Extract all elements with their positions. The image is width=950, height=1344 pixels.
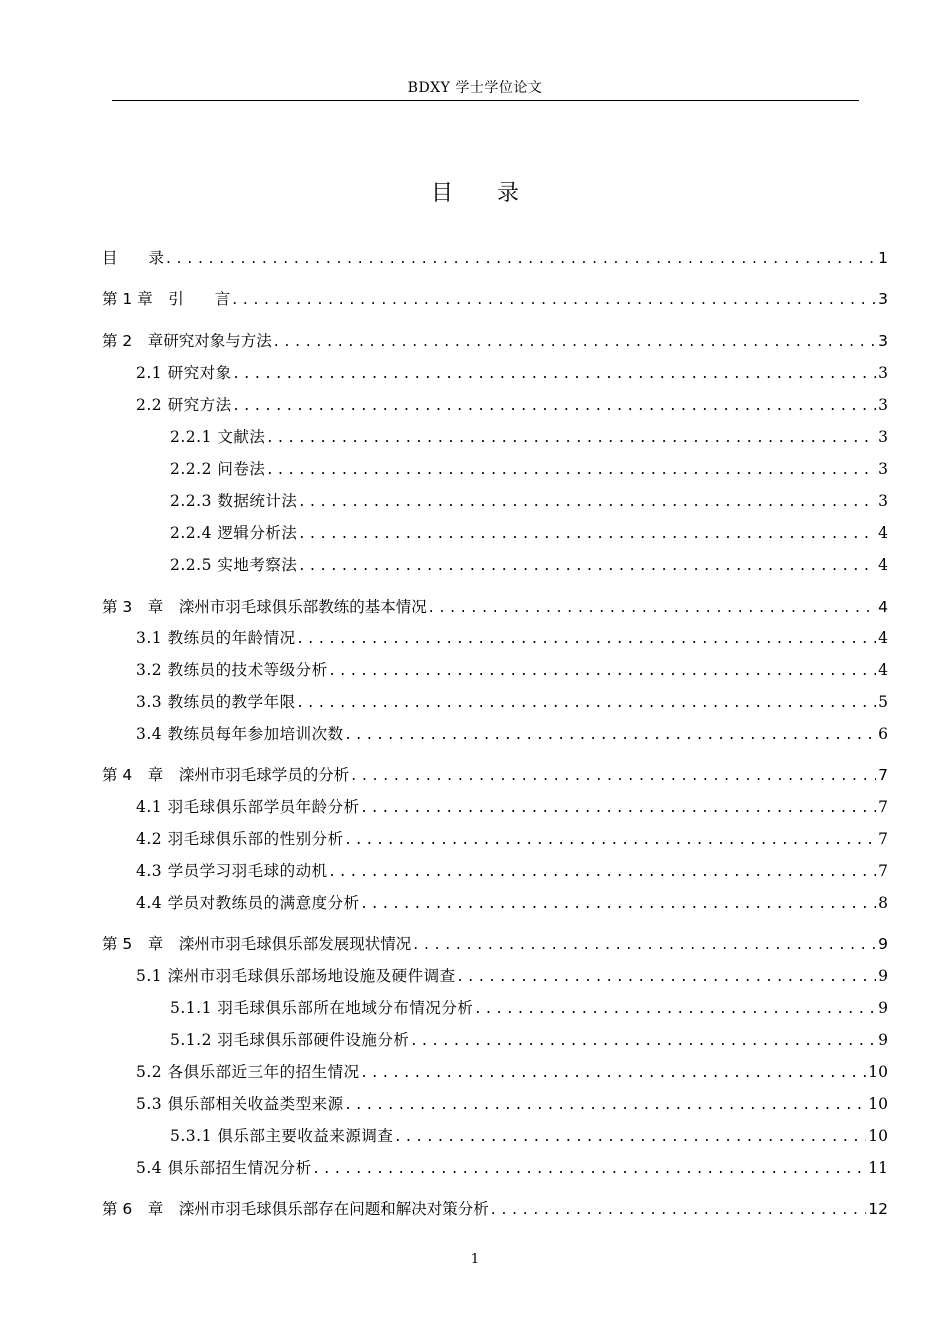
toc-entry-label: 目 录 [102,249,165,267]
toc-entry[interactable] [102,489,888,511]
leader-dots [299,556,876,574]
toc-entry-page: 3 [878,364,888,382]
toc-entry-page: 5 [878,693,888,711]
leader-dots [314,1159,867,1177]
toc-entry-label: 第 4 章 滦州市羽毛球学员的分析 [102,766,350,784]
leader-dots [299,524,876,542]
toc-entry-page: 3 [878,428,888,446]
toc-entry-page: 3 [878,396,888,414]
toc-entry[interactable] [102,287,888,309]
toc-entry-page: 4 [878,598,888,616]
toc-entry[interactable] [102,553,888,575]
toc-entry-page: 3 [878,332,888,350]
toc-entry-page: 7 [878,830,888,848]
toc-entry-page: 12 [868,1200,888,1218]
toc-entry[interactable] [102,1197,888,1219]
toc-title: 目录 [430,181,563,206]
toc-entry-label: 4.4 学员对教练员的满意度分析 [136,894,360,912]
leader-dots [362,1063,867,1081]
leader-dots [330,862,877,880]
toc-entry[interactable] [102,329,888,351]
toc-entry[interactable] [102,932,888,954]
toc-entry-page: 10 [868,1095,888,1113]
leader-dots [267,460,876,478]
toc-entry-label: 2.1 研究对象 [136,364,232,382]
toc-entry-page: 7 [878,798,888,816]
toc-entry-page: 9 [878,967,888,985]
toc-entry[interactable] [102,361,888,383]
toc-entry-page: 4 [878,524,888,542]
toc-entry-label: 5.3.1 俱乐部主要收益来源调查 [170,1127,394,1145]
leader-dots [458,967,877,985]
running-header: BDXY 学士学位论文 [407,80,543,96]
toc-entry-label: 3.1 教练员的年龄情况 [136,629,296,647]
toc-entry[interactable] [102,521,888,543]
leader-dots [298,693,877,711]
toc-entry-label: 4.3 学员学习羽毛球的动机 [136,862,328,880]
toc-entry-label: 3.3 教练员的教学年限 [136,693,296,711]
toc-entry-label: 5.3 俱乐部相关收益类型来源 [136,1095,344,1113]
leader-dots [234,364,877,382]
toc-entry-page: 7 [878,862,888,880]
toc-entry-page: 10 [868,1063,888,1081]
leader-dots [411,1031,876,1049]
toc-entry[interactable] [102,246,888,268]
toc-entry-page: 3 [878,492,888,510]
toc-entry-label: 2.2.3 数据统计法 [170,492,298,510]
toc-entry[interactable] [102,722,888,744]
toc-entry[interactable] [102,658,888,680]
toc-entry[interactable] [102,859,888,881]
leader-dots [166,249,876,267]
toc-entry[interactable] [102,457,888,479]
leader-dots [395,1127,866,1145]
page-number: 1 [470,1252,480,1267]
toc-entry-page: 4 [878,629,888,647]
toc-entry[interactable] [102,1156,888,1178]
leader-dots [267,428,876,446]
toc-entry[interactable] [102,1028,888,1050]
toc-entry-page: 7 [878,766,888,784]
toc-entry-label: 5.1 滦州市羽毛球俱乐部场地设施及硬件调查 [136,967,456,985]
toc-entry[interactable] [102,795,888,817]
toc-entry-label: 第 2 章研究对象与方法 [102,332,272,350]
toc-entry-label: 2.2 研究方法 [136,396,232,414]
toc-entry-label: 5.1.2 羽毛球俱乐部硬件设施分析 [170,1031,410,1049]
leader-dots [299,492,876,510]
leader-dots [232,290,876,308]
leader-dots [362,894,877,912]
toc-entry[interactable] [102,690,888,712]
leader-dots [346,830,877,848]
toc-entry[interactable] [102,1060,888,1082]
toc-entry[interactable] [102,1124,888,1146]
toc-entry-label: 4.2 羽毛球俱乐部的性别分析 [136,830,344,848]
toc-entry[interactable] [102,964,888,986]
toc-entry[interactable] [102,393,888,415]
leader-dots [475,999,876,1017]
toc-entry-label: 第 1 章 引 言 [102,290,231,308]
toc-entry-label: 第 6 章 滦州市羽毛球俱乐部存在问题和解决对策分析 [102,1200,489,1218]
header-rule [112,100,859,101]
toc-entry-label: 4.1 羽毛球俱乐部学员年龄分析 [136,798,360,816]
toc-entry[interactable] [102,595,888,617]
toc-entry-label: 2.2.4 逻辑分析法 [170,524,298,542]
toc-entry[interactable] [102,827,888,849]
toc-entry-label: 2.2.5 实地考察法 [170,556,298,574]
toc-entry[interactable] [102,763,888,785]
leader-dots [346,1095,867,1113]
leader-dots [362,798,877,816]
toc-entry-page: 3 [878,290,888,308]
leader-dots [234,396,877,414]
leader-dots [413,935,876,953]
toc-entry-page: 10 [868,1127,888,1145]
toc-entry-label: 5.1.1 羽毛球俱乐部所在地域分布情况分析 [170,999,474,1017]
toc-entry-label: 5.4 俱乐部招生情况分析 [136,1159,312,1177]
toc-entry-page: 11 [868,1159,888,1177]
toc-entry-page: 4 [878,556,888,574]
toc-entry-page: 8 [878,894,888,912]
toc-entry-page: 9 [878,935,888,953]
toc-entry-label: 2.2.1 文献法 [170,428,266,446]
toc-entry-page: 1 [878,249,888,267]
toc-entry-label: 3.2 教练员的技术等级分析 [136,661,328,679]
toc-entry-label: 5.2 各俱乐部近三年的招生情况 [136,1063,360,1081]
leader-dots [351,766,876,784]
leader-dots [298,629,877,647]
toc-entry-page: 3 [878,460,888,478]
toc-entry[interactable] [102,1092,888,1114]
toc-entry[interactable] [102,425,888,447]
toc-entry[interactable] [102,626,888,648]
toc-entry-page: 6 [878,725,888,743]
toc-entry-label: 第 5 章 滦州市羽毛球俱乐部发展现状情况 [102,935,412,953]
toc-entry-page: 9 [878,1031,888,1049]
leader-dots [274,332,876,350]
toc-entry[interactable] [102,996,888,1018]
leader-dots [330,661,877,679]
toc-entry-label: 3.4 教练员每年参加培训次数 [136,725,344,743]
leader-dots [346,725,877,743]
leader-dots [429,598,876,616]
toc-entry-page: 4 [878,661,888,679]
toc-entry-page: 9 [878,999,888,1017]
toc-entry[interactable] [102,891,888,913]
leader-dots [491,1200,866,1218]
toc-entry-label: 2.2.2 问卷法 [170,460,266,478]
toc-entry-label: 第 3 章 滦州市羽毛球俱乐部教练的基本情况 [102,598,427,616]
